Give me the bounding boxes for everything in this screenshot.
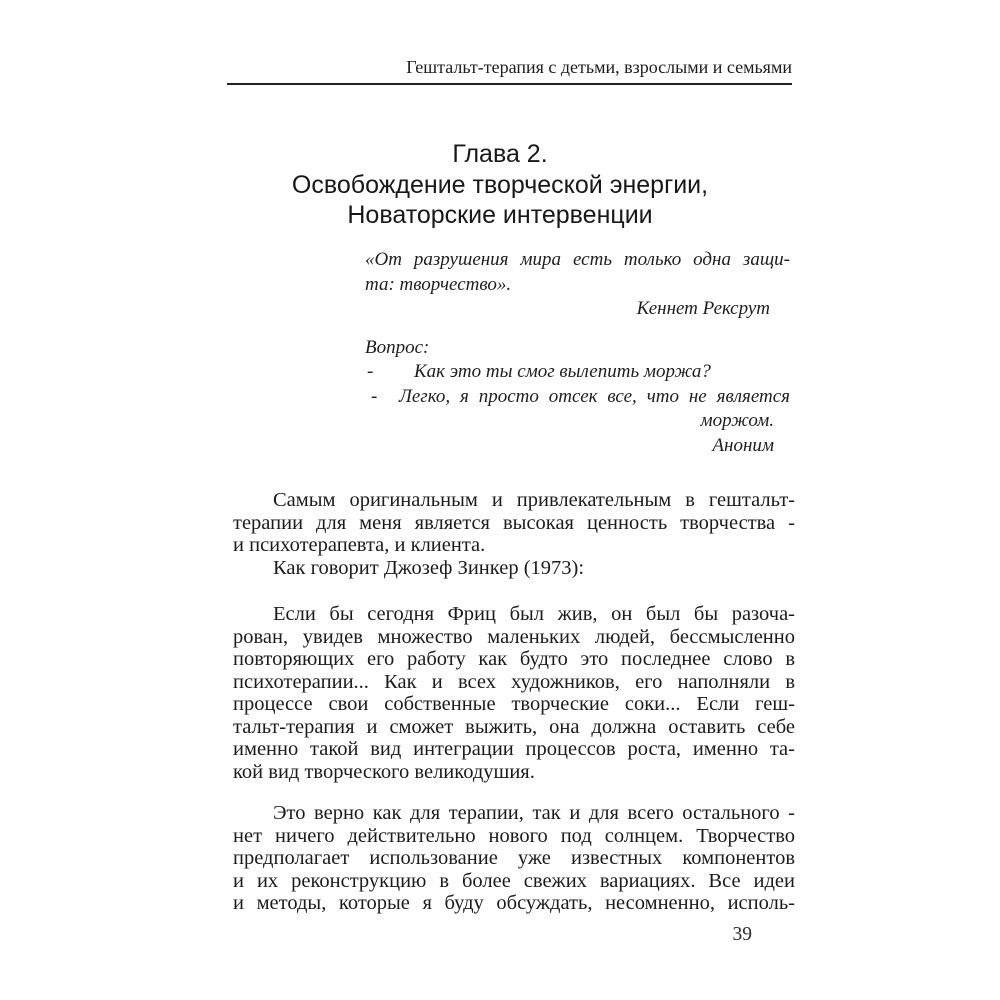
body-text-line: терапии для меня является высокая ценность творчества -: [233, 511, 795, 534]
chapter-title: [0, 139, 1000, 231]
body-text-line: и методы, которые я буду обсуждать, несомненно, исполь-: [233, 892, 795, 914]
body-text-line: Как говорит Джозеф Зинкер (1973):: [273, 556, 585, 579]
epigraph-dialogue-attribution: Аноним: [712, 434, 774, 456]
block-quote-line: Если бы сегодня Фриц был жив, он был бы разоча-: [273, 603, 795, 625]
epigraph-dialogue-label: Вопрос:: [365, 336, 430, 358]
epigraph-dialogue-question: [365, 360, 790, 385]
page-number: 39: [732, 924, 752, 945]
dialogue-answer-text: Легко, я просто отсек все, что не является: [399, 385, 790, 407]
block-quote-line: кой вид творческого великодушия.: [233, 760, 535, 783]
dialogue-question-text: Как это ты смог вылепить моржа?: [414, 361, 711, 382]
block-quote-line: процессе свои собственные творческие соки... Если геш-: [233, 693, 795, 715]
block-quote-line: тальт-терапия и сможет выжить, она должна оставить себе: [233, 715, 795, 738]
block-quote-line: рован, увидев множество маленьких людей, бессмысленно: [233, 625, 795, 648]
block-quote-line: психотерапии... Как и всех художников, его наполняли в: [233, 670, 795, 693]
chapter-title-line: Глава 2.: [452, 140, 548, 168]
epigraph-attribution: Кеннет Рексрут: [636, 298, 770, 319]
body-text: [233, 489, 795, 915]
epigraph-dialogue-answer: [365, 385, 790, 410]
dialogue-answer-text: моржом.: [700, 410, 774, 431]
dialogue-dash: -: [371, 385, 378, 407]
body-text-line: предполагает использование уже известных компонентов: [233, 847, 795, 869]
block-quote-line: повторяющих его работу как будто это последнее слово в: [233, 648, 795, 670]
body-text-line: и психотерапевта, и клиента.: [233, 534, 486, 556]
block-quote-line: именно такой вид интеграции процессов роста, именно та-: [233, 738, 795, 760]
body-text-line: нет ничего действительно нового под солнцем. Творчество: [233, 824, 795, 847]
chapter-title-line: Новаторские интервенции: [347, 201, 653, 229]
epigraph: [365, 248, 790, 458]
header-rule: [227, 83, 792, 85]
epigraph-quote-line: та: творчество».: [365, 273, 512, 295]
running-head: Гештальт-терапия с детьми, взрослыми и семьями: [406, 57, 792, 77]
dialogue-dash: -: [367, 361, 374, 382]
chapter-title-line: Освобождение творческой энергии,: [291, 170, 709, 199]
body-text-line: Самым оригинальным и привлекательным в гештальт-: [273, 489, 795, 511]
body-text-line: и их реконструкцию в более свежих вариациях. Все идеи: [233, 869, 795, 892]
epigraph-quote-line: «От разрушения мира есть только одна защи-: [365, 249, 790, 270]
body-text-line: Это верно как для терапии, так и для всего остального -: [273, 802, 795, 824]
